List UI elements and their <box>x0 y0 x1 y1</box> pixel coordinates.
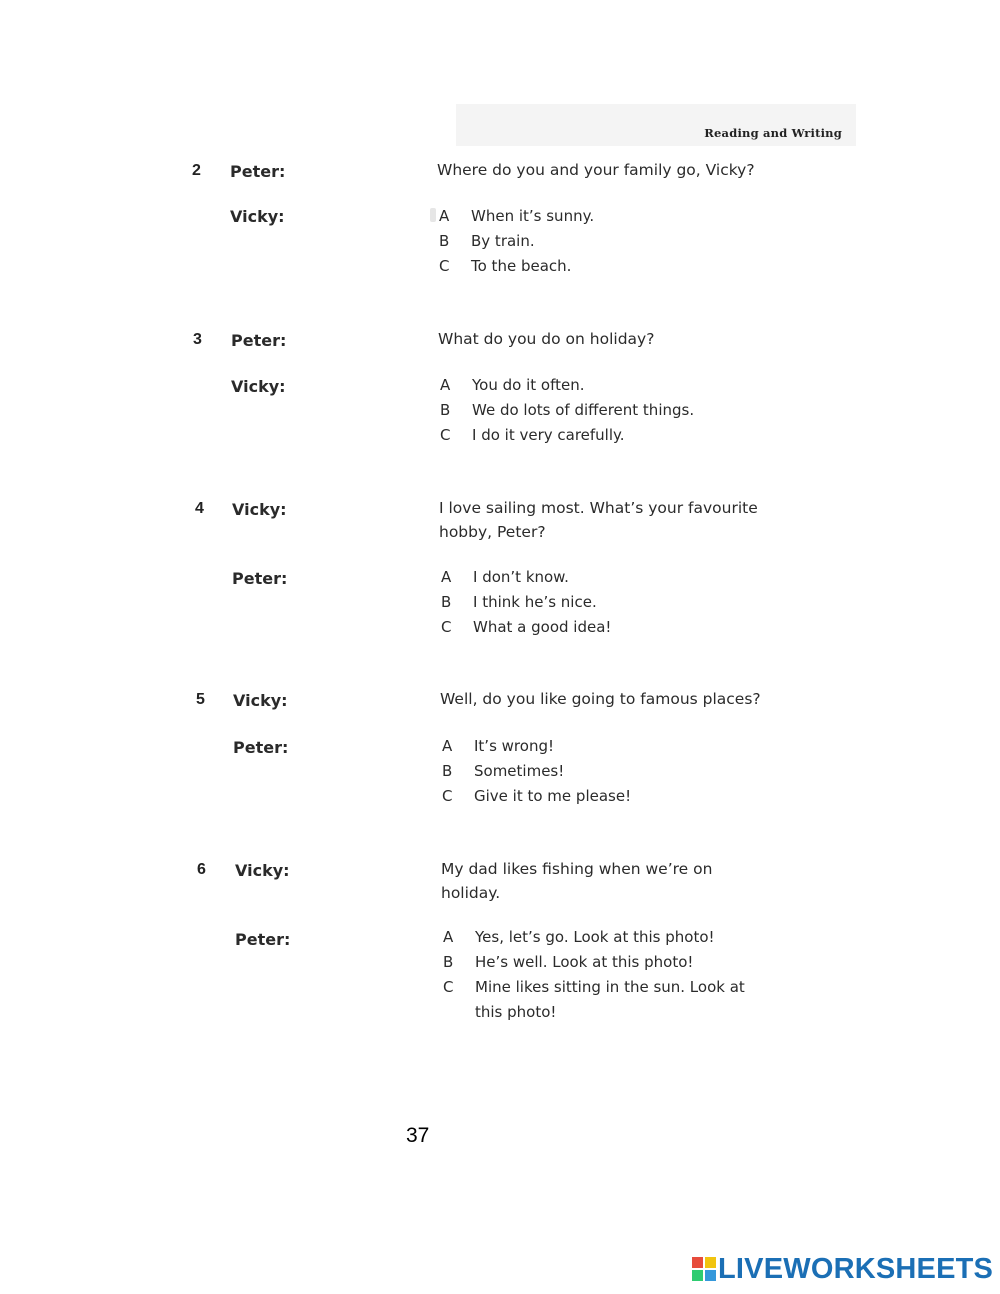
option-letter: A <box>440 376 451 394</box>
option-text: Sometimes! <box>474 762 565 780</box>
prompt-speaker: Peter: <box>230 162 286 181</box>
answer-speaker: Peter: <box>232 569 288 588</box>
option-text: We do lots of different things. <box>472 401 695 419</box>
answer-option[interactable] <box>439 615 773 640</box>
option-text: What a good idea! <box>473 618 612 636</box>
liveworksheets-logo-icon <box>692 1257 716 1281</box>
option-letter: C <box>442 787 453 805</box>
answer-option[interactable] <box>440 759 774 784</box>
option-text: It’s wrong! <box>474 737 554 755</box>
answer-options <box>440 734 774 809</box>
option-letter: B <box>442 762 453 780</box>
question-number: 5 <box>196 691 205 708</box>
brand-name: LIVEWORKSHEETS <box>718 1253 994 1285</box>
question-prompt: My dad likes fishing when we’re on holiday. <box>441 860 713 902</box>
prompt-speaker: Vicky: <box>232 500 287 519</box>
question-prompt: I love sailing most. What’s your favourite hobby, Peter? <box>439 499 758 541</box>
question-prompt: What do you do on holiday? <box>438 330 655 348</box>
answer-option[interactable] <box>438 373 772 398</box>
answer-speaker: Vicky: <box>231 377 286 396</box>
option-text: To the beach. <box>471 257 572 275</box>
answer-options <box>441 925 775 1025</box>
answer-option[interactable] <box>438 423 772 448</box>
option-letter: C <box>443 978 454 996</box>
answer-option[interactable] <box>441 950 775 975</box>
option-letter: C <box>439 257 450 275</box>
answer-option[interactable] <box>441 925 775 950</box>
page-number: 37 <box>406 1124 430 1147</box>
answer-option[interactable] <box>441 975 775 1025</box>
prompt-speaker: Peter: <box>231 331 287 350</box>
question-number: 6 <box>197 861 206 878</box>
option-text: Give it to me please! <box>474 787 632 805</box>
section-header: Reading and Writing <box>704 126 842 140</box>
prompt-speaker: Vicky: <box>233 691 288 710</box>
answer-options <box>437 204 771 279</box>
option-letter: B <box>440 401 451 419</box>
option-text: He’s well. Look at this photo! <box>475 953 694 971</box>
answer-speaker: Peter: <box>235 930 291 949</box>
answer-option[interactable] <box>440 734 774 759</box>
question-prompt: Where do you and your family go, Vicky? <box>437 161 755 179</box>
answer-option[interactable] <box>439 565 773 590</box>
answer-speaker: Peter: <box>233 738 289 757</box>
option-letter: A <box>439 207 450 225</box>
option-letter: B <box>441 593 452 611</box>
question-prompt: Well, do you like going to famous places? <box>440 690 761 708</box>
answer-speaker: Vicky: <box>230 207 285 226</box>
answer-option[interactable] <box>437 204 771 229</box>
option-text: Mine likes sitting in the sun. Look at this photo! <box>475 978 745 1021</box>
option-text: I do it very carefully. <box>472 426 625 444</box>
liveworksheets-brand[interactable] <box>692 1252 993 1286</box>
scan-speck <box>430 208 436 222</box>
option-text: I don’t know. <box>473 568 569 586</box>
option-letter: B <box>439 232 450 250</box>
option-text: When it’s sunny. <box>471 207 595 225</box>
question-number: 2 <box>192 162 201 179</box>
answer-option[interactable] <box>438 398 772 423</box>
answer-options <box>438 373 772 448</box>
option-text: By train. <box>471 232 535 250</box>
question-number: 3 <box>193 331 202 348</box>
answer-option[interactable] <box>437 229 771 254</box>
option-letter: A <box>443 928 454 946</box>
answer-options <box>439 565 773 640</box>
option-letter: A <box>441 568 452 586</box>
option-letter: B <box>443 953 454 971</box>
option-letter: A <box>442 737 453 755</box>
option-text: Yes, let’s go. Look at this photo! <box>475 928 715 946</box>
answer-option[interactable] <box>440 784 774 809</box>
option-text: I think he’s nice. <box>473 593 597 611</box>
question-number: 4 <box>195 500 204 517</box>
option-letter: C <box>441 618 452 636</box>
option-text: You do it often. <box>472 376 585 394</box>
answer-option[interactable] <box>439 590 773 615</box>
option-letter: C <box>440 426 451 444</box>
answer-option[interactable] <box>437 254 771 279</box>
prompt-speaker: Vicky: <box>235 861 290 880</box>
